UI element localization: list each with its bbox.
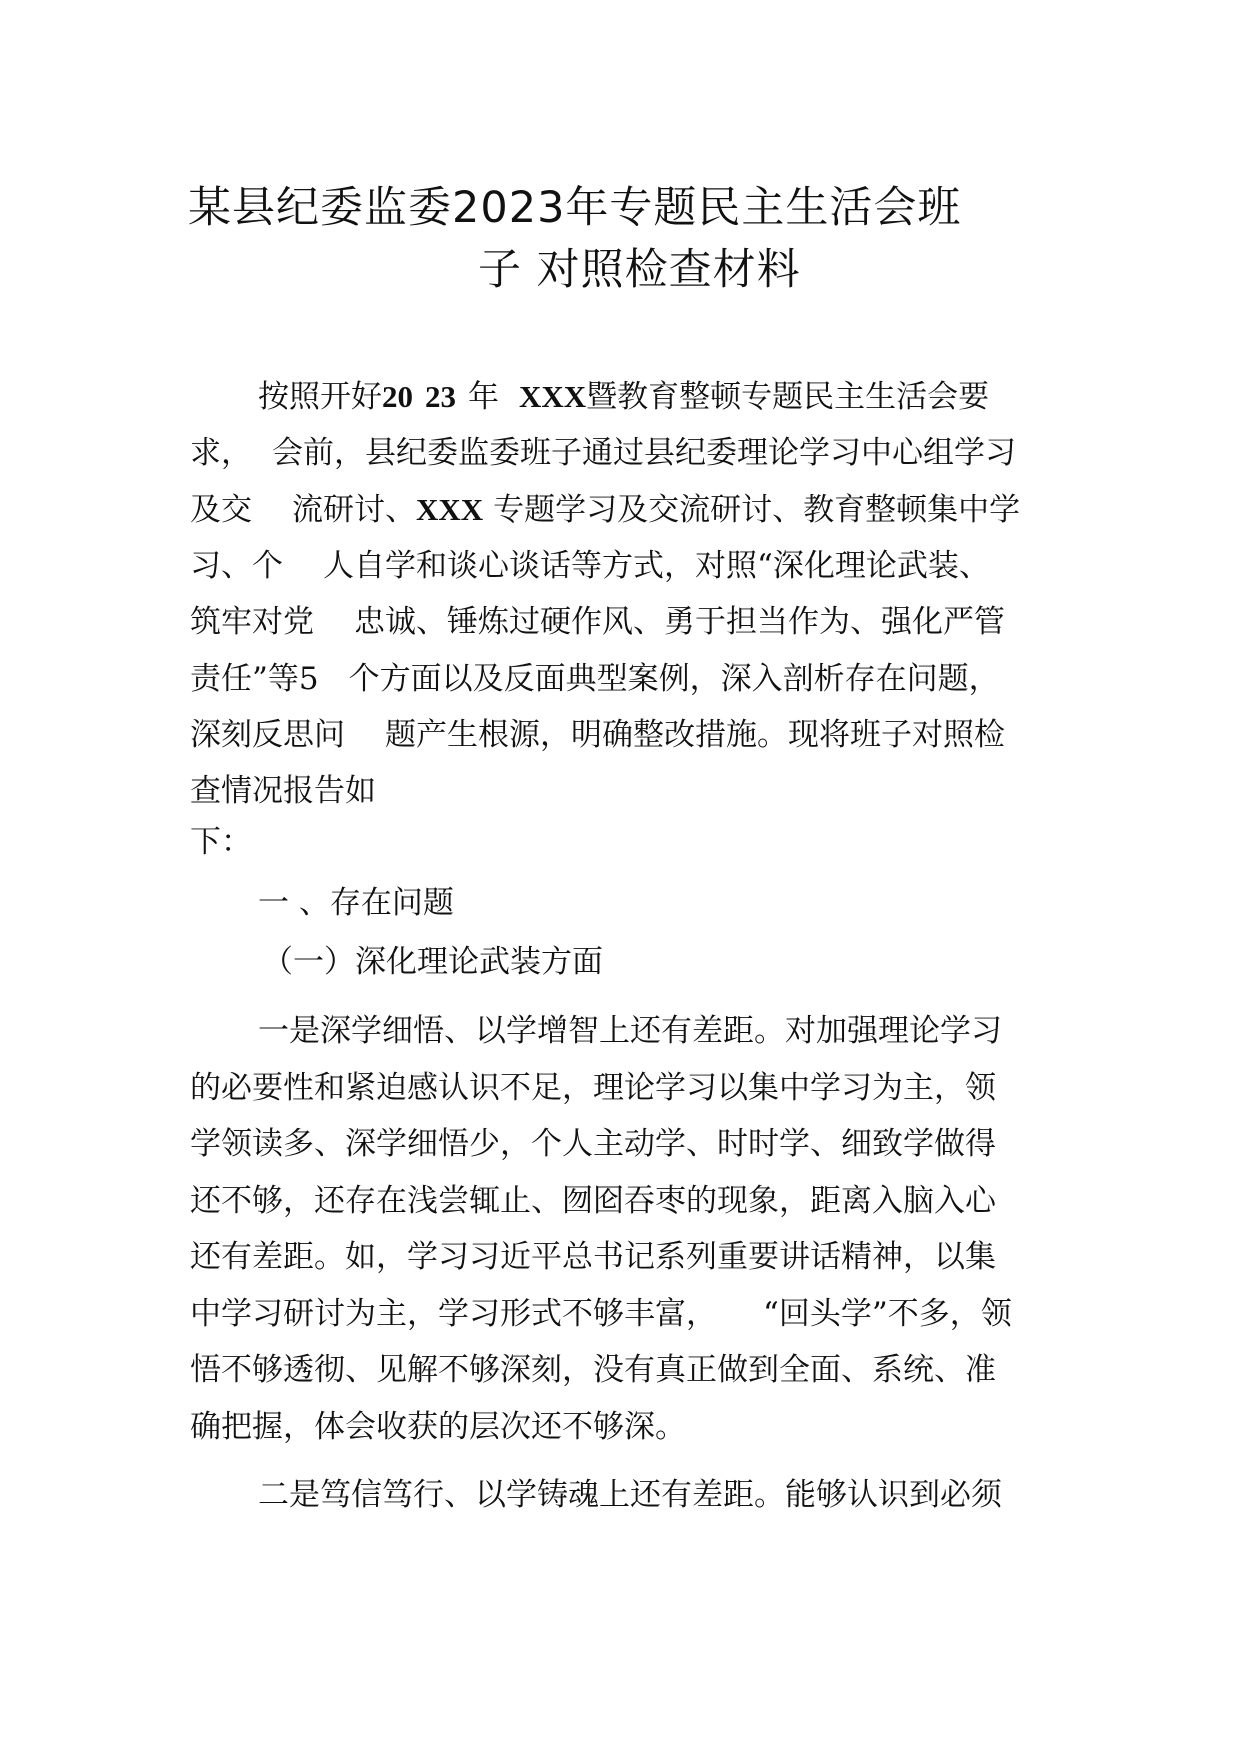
intro-text: 暨教育整顿专题民主生活会要 [586,379,990,415]
intro-text: 习、个 [190,548,283,584]
paragraph-1-line-4: 还不够，还存在浅尝辄止、囫囵吞枣的现象，距离入脑入心 [190,1183,996,1219]
intro-text: 个方面以及反面典型案例，深入剖析存在问题， [348,661,1000,697]
intro-line-7 [190,717,1005,753]
paragraph-1-line-6 [190,1296,1012,1332]
intro-line-3 [190,494,1020,526]
paragraph-1-line-8: 确把握，体会收获的层次还不够深。 [190,1409,686,1445]
intro-text: 责任”等5 [190,661,319,697]
intro-line-5 [190,604,1005,640]
paragraph-1-line-5: 还有差距。如，学习习近平总书记系列重要讲话精神，以集 [190,1239,996,1275]
intro-placeholder-xxx: XXX [416,492,484,527]
section-heading: 一 、存在问题 [258,885,454,921]
document-title-line-1: 某县纪委监委2023年专题民主生活会班 [188,183,962,233]
intro-text: 年 [468,379,499,415]
intro-text: 会前，县纪委监委班子通过县纪委理论学习中心组学习 [272,435,1016,471]
subsection-heading: （一）深化理论武装方面 [262,944,603,980]
intro-text: 专题学习及交流研讨、教育整顿集中学 [493,492,1021,528]
intro-text: 流研讨、 [292,492,416,528]
document-title-line-2: 子 对照检查材料 [478,245,801,295]
intro-placeholder-xxx: XXX [519,379,587,414]
paragraph-text: 中学习研讨为主，学习形式不够丰富， [190,1296,717,1332]
intro-text: 筑牢对党 [190,604,314,640]
intro-text: 求， [190,435,252,471]
intro-text: 按照开好 [258,379,382,415]
intro-line-1 [258,381,989,413]
paragraph-1-line-1: 一是深学细悟、以学增智上还有差距。对加强理论学习 [258,1013,1002,1049]
paragraph-1-line-2: 的必要性和紧迫感认识不足，理论学习以集中学习为主，领 [190,1070,996,1106]
paragraph-1-line-7: 悟不够透彻、见解不够深刻，没有真正做到全面、系统、准 [190,1352,996,1388]
intro-line-2 [190,435,1016,471]
intro-year-part-2: 23 [425,379,456,414]
intro-line-4 [190,548,990,584]
intro-text: 深刻反思问 [190,717,345,753]
intro-text: 题产生根源，明确整改措施。现将班子对照检 [385,717,1005,753]
paragraph-2-line-1: 二是笃信笃行、以学铸魂上还有差距。能够认识到必须 [258,1477,1002,1513]
intro-line-6 [190,661,1000,697]
intro-text: 忠诚、锤炼过硬作风、勇于担当作为、强化严管 [354,604,1005,640]
paragraph-text: “回头学”不多，领 [763,1296,1012,1332]
intro-line-9: 下： [190,824,252,860]
intro-text: 人自学和谈心谈话等方式，对照“深化理论武装、 [323,548,990,584]
intro-year-part-1: 20 [382,379,413,414]
intro-line-8: 查情况报告如 [190,773,376,809]
paragraph-1-line-3: 学领读多、深学细悟少，个人主动学、时时学、细致学做得 [190,1126,996,1162]
intro-text: 及交 [190,492,252,528]
